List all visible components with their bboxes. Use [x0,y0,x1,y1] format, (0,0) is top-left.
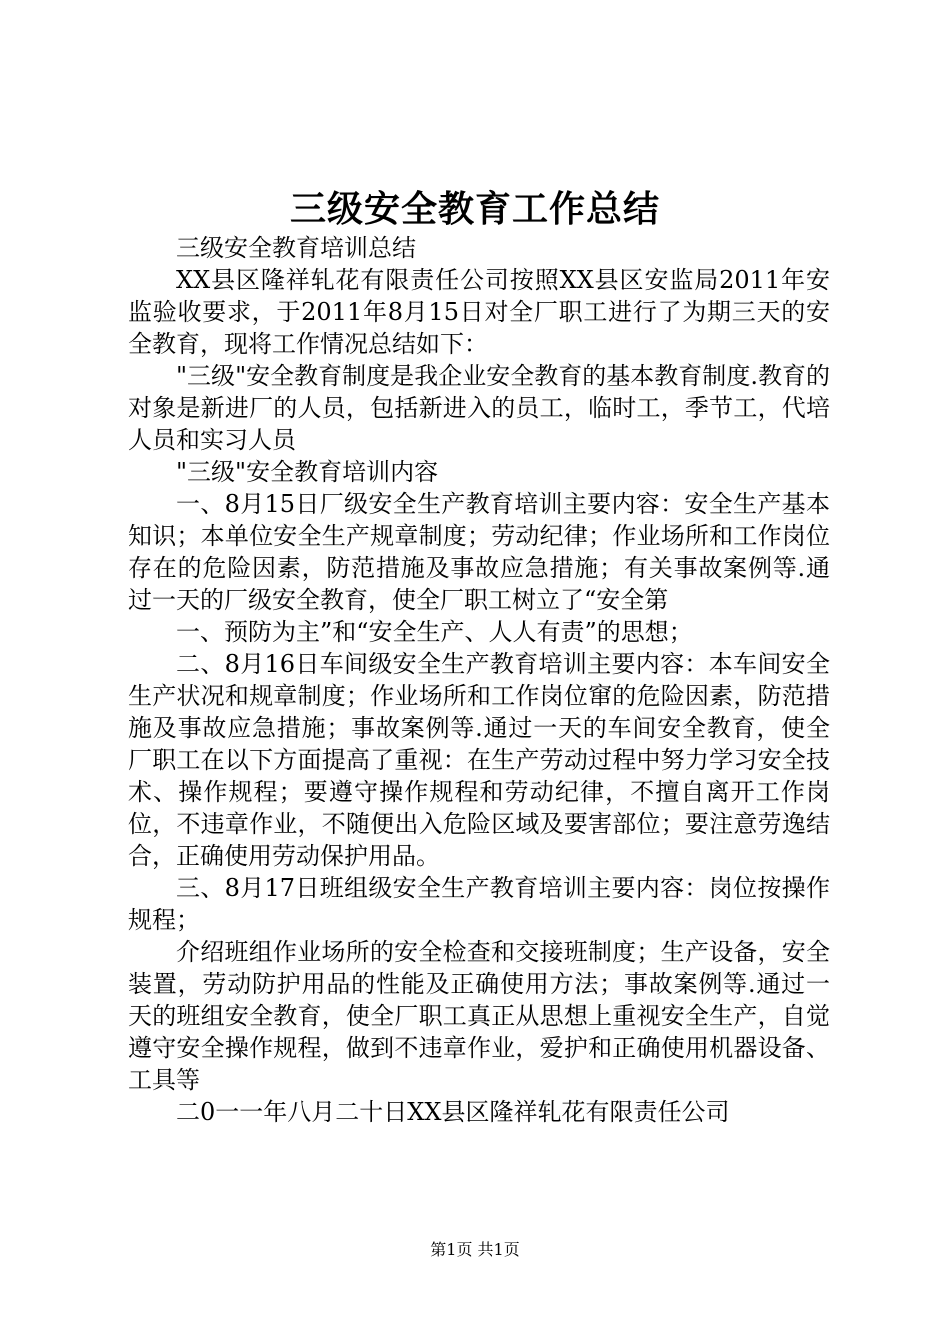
paragraph-factory-level: 一、8月15日厂级安全生产教育培训主要内容：安全生产基本知识；本单位安全生产规章制度；劳动纪律；作业场所和工作岗位存在的危险因素，防范措施及事故应急措施；有关事故案例等.通过一天的厂级安全教育，使全厂职工树立了“安全第 [128,490,830,614]
paragraph-system: "三级"安全教育制度是我企业安全教育的基本教育制度.教育的对象是新进厂的人员，包括新进入的员工，临时工，季节工，代培人员和实习人员 [128,362,830,454]
document-title: 三级安全教育工作总结 [289,188,660,230]
paragraph-team-level: 三、8月17日班组级安全生产教育培训主要内容：岗位按操作规程； [128,874,830,934]
paragraph-prevention: 一、预防为主”和“安全生产、人人有责”的思想； [176,618,693,646]
page-number: 第1页 共1页 [430,1240,520,1259]
paragraph-subtitle: 三级安全教育培训总结 [176,234,416,262]
paragraph-intro: XX县区隆祥轧花有限责任公司按照XX县区安监局2011年安监验收要求，于2011年8月15日对全厂职工进行了为期三天的安全教育，现将工作情况总结如下： [128,266,830,358]
paragraph-team-details: 介绍班组作业场所的安全检查和交接班制度；生产设备，安全装置，劳动防护用品的性能及正确使用方法；事故案例等.通过一天的班组安全教育，使全厂职工真正从思想上重视安全生产，自觉遵守安全操作规程，做到不违章作业，爱护和正确使用机器设备、工具等 [128,938,830,1094]
paragraph-content-heading: "三级"安全教育培训内容 [176,458,439,486]
paragraph-workshop-level: 二、8月16日车间级安全生产教育培训主要内容：本车间安全生产状况和规章制度；作业场所和工作岗位窜的危险因素，防范措施及事故应急措施；事故案例等.通过一天的车间安全教育，使全厂职工在以下方面提高了重视：在生产劳动过程中努力学习安全技术、操作规程；要遵守操作规程和劳动纪律，不擅自离开工作岗位，不违章作业，不随便出入危险区域及要害部位；要注意劳逸结合，正确使用劳动保护用品。 [128,650,830,870]
document-body [128,232,830,1128]
paragraph-signature: 二0一一年八月二十日XX县区隆祥轧花有限责任公司 [176,1098,730,1126]
